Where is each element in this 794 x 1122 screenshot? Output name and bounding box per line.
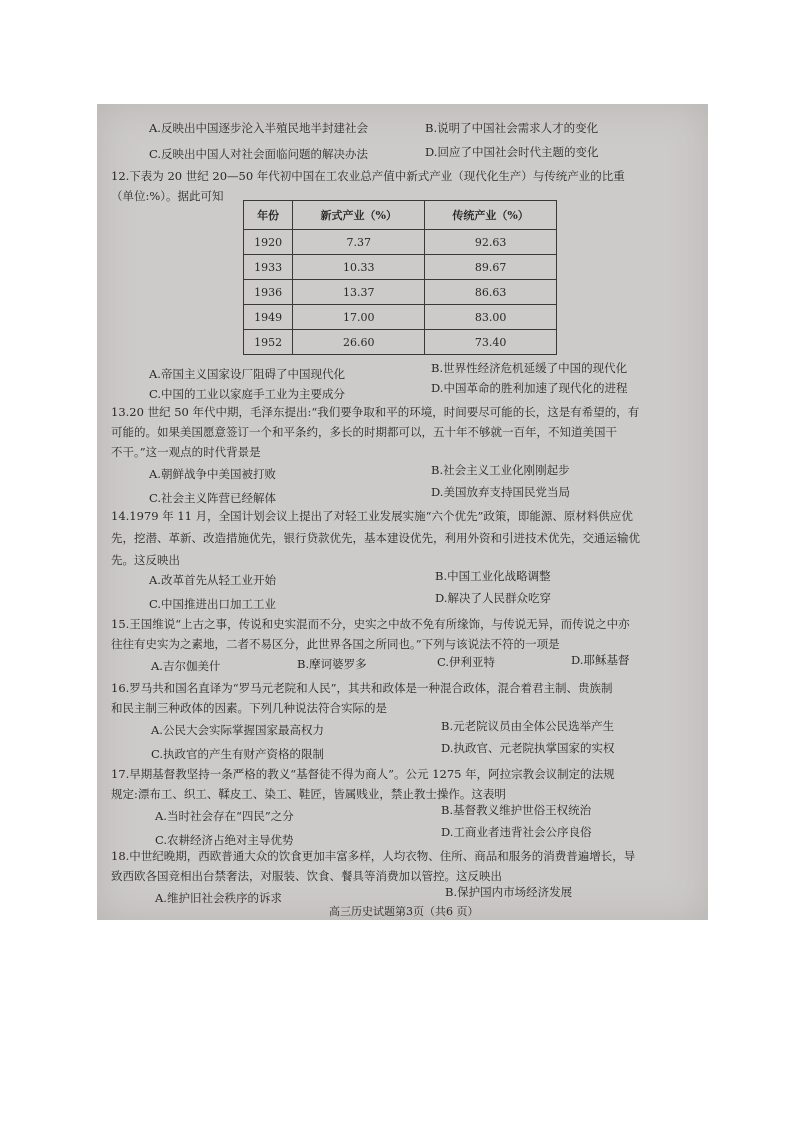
q14-stem-line2: 先，挖潜、革新、改造措施优先，银行贷款优先，基本建设优先，利用外资和引进技术优先，交通运输优 <box>111 531 640 545</box>
q11-option-a: A.反映出中国逐步沦入半殖民地半封建社会 <box>149 121 368 135</box>
q15-stem-line2: 往往有史实为之素地，二者不易区分，此世界各国之所同也。”下列与该说法不符的一项是 <box>111 637 560 651</box>
table-cell: 83.00 <box>425 305 557 330</box>
table-cell: 89.67 <box>425 255 557 280</box>
q13-option-c: C.社会主义阵营已经解体 <box>149 491 277 505</box>
q12-stem-line2: （单位:%）。据此可知 <box>111 189 224 203</box>
table-header-row <box>244 201 557 230</box>
q17-stem-line1: 17.早期基督教坚持一条严格的教义“基督徒不得为商人”。公元 1275 年，阿拉宗教会议制定的法规 <box>111 767 615 781</box>
q17-stem-line2: 规定:漂布工、织工、鞣皮工、染工、鞋匠，皆属贱业，禁止教士操作。这表明 <box>111 787 506 801</box>
q13-option-d: D.美国放弃支持国民党当局 <box>431 485 570 499</box>
q16-stem-line2: 和民主制三种政体的因素。下列几种说法符合实际的是 <box>111 701 387 715</box>
table-cell: 73.40 <box>425 330 557 355</box>
q15-option-c: C.伊利亚特 <box>437 655 496 669</box>
q18-stem-line1: 18.中世纪晚期，西欧普通大众的饮食更加丰富多样，人均衣物、住所、商品和服务的消费普遍增长，导 <box>111 849 636 863</box>
table-cell: 92.63 <box>425 230 557 255</box>
table-row <box>244 255 557 280</box>
table-row <box>244 280 557 305</box>
q18-stem-line2: 致西欧各国竞相出台禁奢法，对服装、饮食、餐具等消费加以管控。这反映出 <box>111 869 502 883</box>
q15-stem-line1: 15.王国维说“上古之事，传说和史实混而不分，史实之中故不免有所缘饰，与传说无异，而传说之中亦 <box>111 617 630 631</box>
q14-option-c: C.中国推进出口加工工业 <box>149 597 277 611</box>
q14-option-d: D.解决了人民群众吃穿 <box>435 591 551 605</box>
q14-stem-line3: 先。这反映出 <box>111 553 180 567</box>
table-row <box>244 330 557 355</box>
q16-option-a: A.公民大会实际掌握国家最高权力 <box>151 723 324 737</box>
q17-option-c: C.农耕经济占绝对主导优势 <box>155 833 294 847</box>
q12-option-b: B.世界性经济危机延缓了中国的现代化 <box>431 361 628 375</box>
table-cell: 1949 <box>244 305 293 330</box>
q12-option-a: A.帝国主义国家设厂阻碍了中国现代化 <box>149 367 345 381</box>
q17-option-b: B.基督教义维护世俗王权统治 <box>441 803 592 817</box>
q17-option-a: A.当时社会存在“四民”之分 <box>155 809 294 823</box>
q12-stem-line1: 12.下表为 20 世纪 20—50 年代初中国在工农业总产值中新式产业（现代化生产）与传统产业的比重 <box>111 169 625 183</box>
q12-option-c: C.中国的工业以家庭手工业为主要成分 <box>149 387 346 401</box>
q15-option-b: B.摩诃婆罗多 <box>297 657 367 671</box>
q14-stem-line1: 14.1979 年 11 月，全国计划会议上提出了对轻工业发展实施“六个优先”政策，即能源、原材料供应优 <box>111 509 633 523</box>
table-cell: 10.33 <box>293 255 425 280</box>
q13-stem-line3: 不干。”这一观点的时代背景是 <box>111 445 261 459</box>
q11-option-b: B.说明了中国社会需求人才的变化 <box>425 121 599 135</box>
table-cell: 1936 <box>244 280 293 305</box>
table-header-new-industry: 新式产业（%） <box>293 201 425 230</box>
q11-option-d: D.回应了中国社会时代主题的变化 <box>425 145 599 159</box>
industry-share-table <box>243 200 557 355</box>
table-cell: 13.37 <box>293 280 425 305</box>
table-header-year: 年份 <box>244 201 293 230</box>
q15-option-d: D.耶稣基督 <box>571 653 630 667</box>
q12-option-d: D.中国革命的胜利加速了现代化的进程 <box>431 381 628 395</box>
q17-option-d: D.工商业者违背社会公序良俗 <box>441 825 592 839</box>
q16-stem-line1: 16.罗马共和国名直译为“罗马元老院和人民”，其共和政体是一种混合政体，混合着君主制、贵族制 <box>111 681 613 695</box>
q13-option-a: A.朝鲜战争中美国被打败 <box>149 467 276 481</box>
table-cell: 1933 <box>244 255 293 280</box>
table-cell: 1920 <box>244 230 293 255</box>
q16-option-c: C.执政官的产生有财产资格的限制 <box>151 747 325 761</box>
q14-option-a: A.改革首先从轻工业开始 <box>149 573 276 587</box>
exam-page <box>97 104 708 920</box>
q13-stem-line2: 可能的。如果美国愿意签订一个和平条约，多长的时期都可以，五十年不够就一百年，不知道美国干 <box>111 425 617 439</box>
table-cell: 26.60 <box>293 330 425 355</box>
q16-option-b: B.元老院议员由全体公民选举产生 <box>441 719 615 733</box>
table-cell: 17.00 <box>293 305 425 330</box>
q16-option-d: D.执政官、元老院执掌国家的实权 <box>441 741 615 755</box>
table-row <box>244 230 557 255</box>
q13-stem-line1: 13.20 世纪 50 年代中期，毛泽东提出:“我们要争取和平的环境，时间要尽可能的长，这是有希望的，有 <box>111 405 640 419</box>
table-cell: 1952 <box>244 330 293 355</box>
table-header-traditional-industry: 传统产业（%） <box>425 201 557 230</box>
q18-option-b: B.保护国内市场经济发展 <box>445 885 573 899</box>
q13-option-b: B.社会主义工业化刚刚起步 <box>431 463 570 477</box>
page-footer: 高三历史试题第3页（共6 页） <box>329 905 479 918</box>
q15-option-a: A.吉尔伽美什 <box>151 659 221 673</box>
table-row <box>244 305 557 330</box>
table-cell: 86.63 <box>425 280 557 305</box>
q14-option-b: B.中国工业化战略调整 <box>435 569 551 583</box>
q11-option-c: C.反映出中国人对社会面临问题的解决办法 <box>149 147 369 161</box>
table-cell: 7.37 <box>293 230 425 255</box>
q18-option-a: A.维护旧社会秩序的诉求 <box>155 891 282 905</box>
